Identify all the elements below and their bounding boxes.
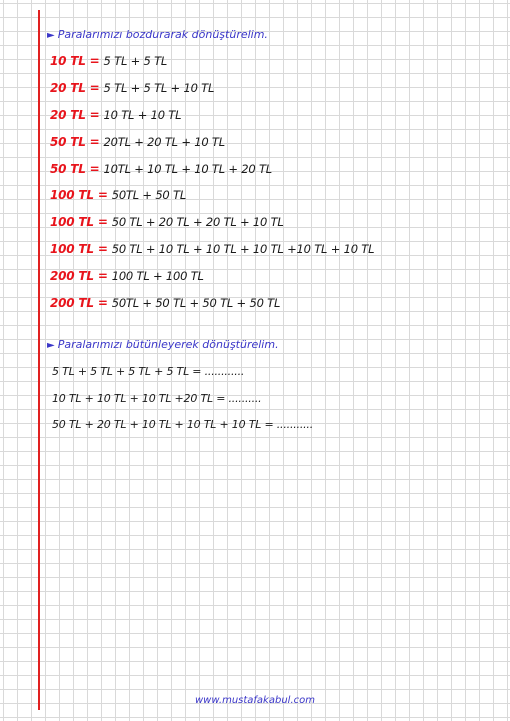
equation-row (50, 162, 272, 176)
equation-rhs: 100 TL + 100 TL (111, 269, 204, 283)
equation-row (50, 242, 374, 256)
equation-row (50, 215, 284, 229)
exercise-row: 10 TL + 10 TL + 10 TL +20 TL = .......... (52, 392, 262, 405)
heading-text: Paralarımızı bütünleyerek dönüştürelim. (57, 338, 279, 351)
amount-label: 50 TL = (50, 162, 100, 176)
play-arrow-icon: ► (47, 30, 55, 41)
equation-row (50, 135, 225, 149)
equation-rhs: 10TL + 10 TL + 10 TL + 20 TL (103, 162, 273, 176)
equation-rhs: 5 TL + 5 TL (103, 54, 168, 68)
equation-row (50, 81, 214, 95)
play-arrow-icon: ► (47, 340, 55, 351)
equation-rhs: 50TL + 50 TL (111, 188, 187, 202)
equation-row (50, 108, 181, 122)
equation-row (50, 269, 204, 283)
equation-row (50, 54, 167, 68)
amount-label: 20 TL = (50, 108, 100, 122)
exercise-row: 50 TL + 20 TL + 10 TL + 10 TL + 10 TL = ........... (52, 418, 314, 431)
amount-label: 20 TL = (50, 81, 100, 95)
amount-label: 100 TL = (50, 215, 108, 229)
equation-rhs: 10 TL + 10 TL (103, 108, 182, 122)
amount-label: 100 TL = (50, 188, 108, 202)
amount-label: 200 TL = (50, 269, 108, 283)
equation-row (50, 296, 280, 310)
exercise-row: 5 TL + 5 TL + 5 TL + 5 TL = ............ (52, 365, 245, 378)
section-heading-break-down (47, 28, 268, 41)
amount-label: 50 TL = (50, 135, 100, 149)
amount-label: 10 TL = (50, 54, 100, 68)
amount-label: 200 TL = (50, 296, 108, 310)
equation-rhs: 5 TL + 5 TL + 10 TL (103, 81, 215, 95)
footer-link[interactable]: www.mustafakabul.com (195, 695, 315, 706)
equation-row (50, 188, 186, 202)
heading-text: Paralarımızı bozdurarak dönüştürelim. (57, 28, 268, 41)
equation-rhs: 20TL + 20 TL + 10 TL (103, 135, 225, 149)
section-heading-combine (47, 338, 279, 351)
equation-rhs: 50 TL + 20 TL + 20 TL + 10 TL (111, 215, 284, 229)
margin-line (38, 10, 40, 710)
equation-rhs: 50 TL + 10 TL + 10 TL + 10 TL +10 TL + 10 TL (111, 242, 375, 256)
equation-rhs: 50TL + 50 TL + 50 TL + 50 TL (111, 296, 281, 310)
amount-label: 100 TL = (50, 242, 108, 256)
